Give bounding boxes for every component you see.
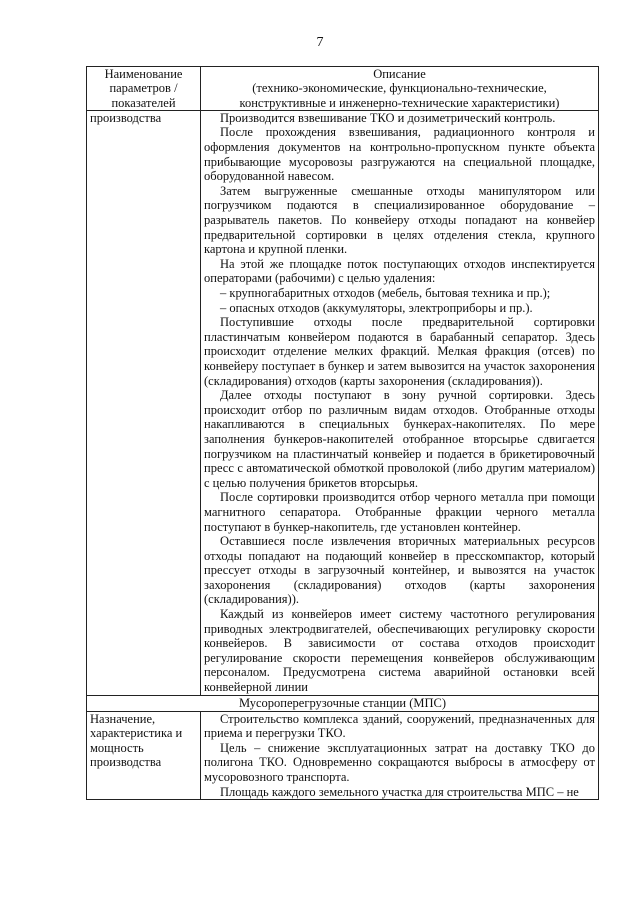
header-col2-line: конструктивные и инженерно-технические характеристики) [239,95,560,110]
paragraph: Поступившие отходы после предварительной сортировки пластинчатым конвейером подаются в барабанный сепаратор. Здесь происходит отделение мелких фракций. Мелкая фракция (отсев) по конвейеру поступает в бункер и затем вывозится на участок захоронения (складирования) отходов (карты захоронения (складирования)). [204,315,595,388]
description-cell [201,711,599,800]
paragraph: После сортировки производится отбор черного металла при помощи магнитного сепаратора. Отобранные фракции черного металла поступают в бункер-накопитель, где установлен контейнер. [204,490,595,534]
header-parameters [87,67,201,111]
parameter-cell: производства [87,110,201,695]
paragraph: Производится взвешивание ТКО и дозиметрический контроль. [220,110,556,125]
header-col1-line: Наименование [104,67,183,81]
table-header-row [87,67,599,111]
bullet-item: – крупногабаритных отходов (мебель, бытовая техника и пр.); [220,286,551,301]
header-col2-line: Описание [373,67,426,81]
section-row [87,695,599,711]
paragraph: На этой же площадке поток поступающих отходов инспектируется операторами (рабочими) с целью удаления: [204,256,595,286]
parameter-cell: Назначение, характеристика и мощность производства [87,711,201,800]
header-col1-line: показателей [111,95,176,110]
paragraph: После прохождения взвешивания, радиационного контроля и оформления документов на контрольно-пропускном пункте объекта прибывающие мусоровозы разгружаются на специальной площадке, оборудованной навесом. [204,125,595,184]
section-title: Мусороперегрузочные станции (МПС) [87,695,599,711]
paragraph: Каждый из конвейеров имеет систему частотного регулирования приводных электродвигателей, обеспечивающих регулировку скорости конвейеров. В зависимости от состава отходов происходит регулирование скорости перемещения конвейеров обслуживающим персоналом. Предусмотрена система аварийной остановки всей конвейерной линии [204,607,595,695]
paragraph: Оставшиеся после извлечения вторичных материальных ресурсов отходы попадают на подающий конвейер в пресскомпактор, который прессует отходы в загрузочный контейнер, и вывозятся на участок захоронения (складирования) отходов (карты захоронения (складирования)). [204,534,595,607]
paragraph: Далее отходы поступают в зону ручной сортировки. Здесь происходит отбор по различным видам отходов. Отобранные отходы накапливаются в специальных бункерах-накопителях. По мере заполнения бункеров-накопителей отобранное вторсырье сдвигается погрузчиком на пластинчатый конвейер и подается в брикетировочный пресс с автоматической обмоткой проволокой (либо другим материалом) с целью получения брикетов вторсырья. [204,388,595,490]
paragraph: Площадь каждого земельного участка для строительства МПС – не [220,784,579,799]
description-cell [201,110,599,695]
bullet-item: – опасных отходов (аккумуляторы, электроприборы и пр.). [220,300,533,315]
header-col1-line: параметров / [109,81,178,96]
page-number: 7 [316,35,324,50]
table-row [87,711,599,800]
paragraph: Затем выгруженные смешанные отходы манипулятором или погрузчиком подаются в специализированное оборудование – разрыватель пакетов. По конвейеру отходы попадают на конвейер предварительной сортировки в целях отделения стекла, крупного картона и крупной пленки. [204,183,595,257]
paragraph: Строительство комплекса зданий, сооружений, предназначенных для приема и перегрузки ТКО. [204,711,595,741]
paragraph: Цель – снижение эксплуатационных затрат на доставку ТКО до полигона ТКО. Одновременно сокращаются выбросы в атмосферу от мусоровозного транспорта. [204,740,595,785]
table-row [87,110,599,695]
specification-table [86,66,599,800]
header-description [201,67,599,111]
header-col2-line: (технико-экономические, функционально-технические, [252,81,547,96]
